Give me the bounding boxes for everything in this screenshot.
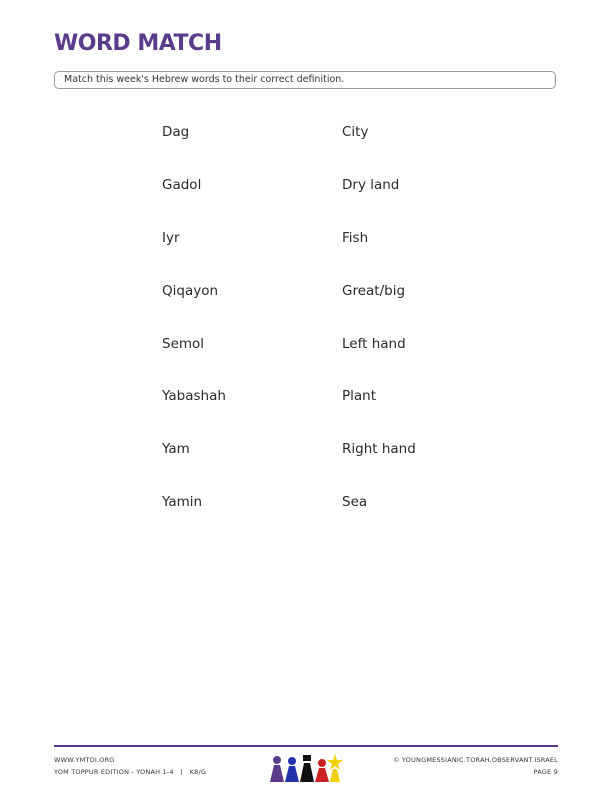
definition: Left hand (342, 336, 406, 352)
footer-edition (54, 768, 206, 776)
hebrew-word: Yam (162, 441, 190, 457)
footer-edition-text: YOM TOPPUR EDITION - YONAH 1-4 (54, 768, 174, 776)
instructions-box (54, 71, 556, 89)
footer-page-number: PAGE 9 (533, 768, 558, 776)
children-logo-icon (268, 752, 344, 784)
hebrew-word: Semol (162, 336, 205, 352)
footer-ages: K8/G (189, 768, 207, 776)
page-title: WORD MATCH (54, 31, 222, 56)
definition: Great/big (342, 283, 406, 299)
hebrew-word: Dag (162, 124, 190, 140)
definition: Plant (342, 388, 377, 404)
hebrew-word: Gadol (162, 177, 202, 193)
hebrew-word: Qiqayon (162, 283, 219, 299)
instructions-text: Match this week's Hebrew words to their correct definition. (64, 74, 345, 85)
hebrew-word: Yabashah (162, 388, 226, 404)
definition: Fish (342, 230, 369, 246)
definition: City (342, 124, 369, 140)
footer-divider (54, 745, 558, 747)
hebrew-word: Yamin (162, 494, 203, 510)
definition: Right hand (342, 441, 416, 457)
footer-copyright: © YOUNGMESSIANIC.TORAH.OBSERVANT.ISRAEL (392, 756, 558, 764)
footer-separator: | (175, 768, 188, 776)
definition: Dry land (342, 177, 400, 193)
definition: Sea (342, 494, 368, 510)
hebrew-word: Iyr (162, 230, 180, 246)
footer-website: WWW.YMTOI.ORG (54, 756, 115, 764)
